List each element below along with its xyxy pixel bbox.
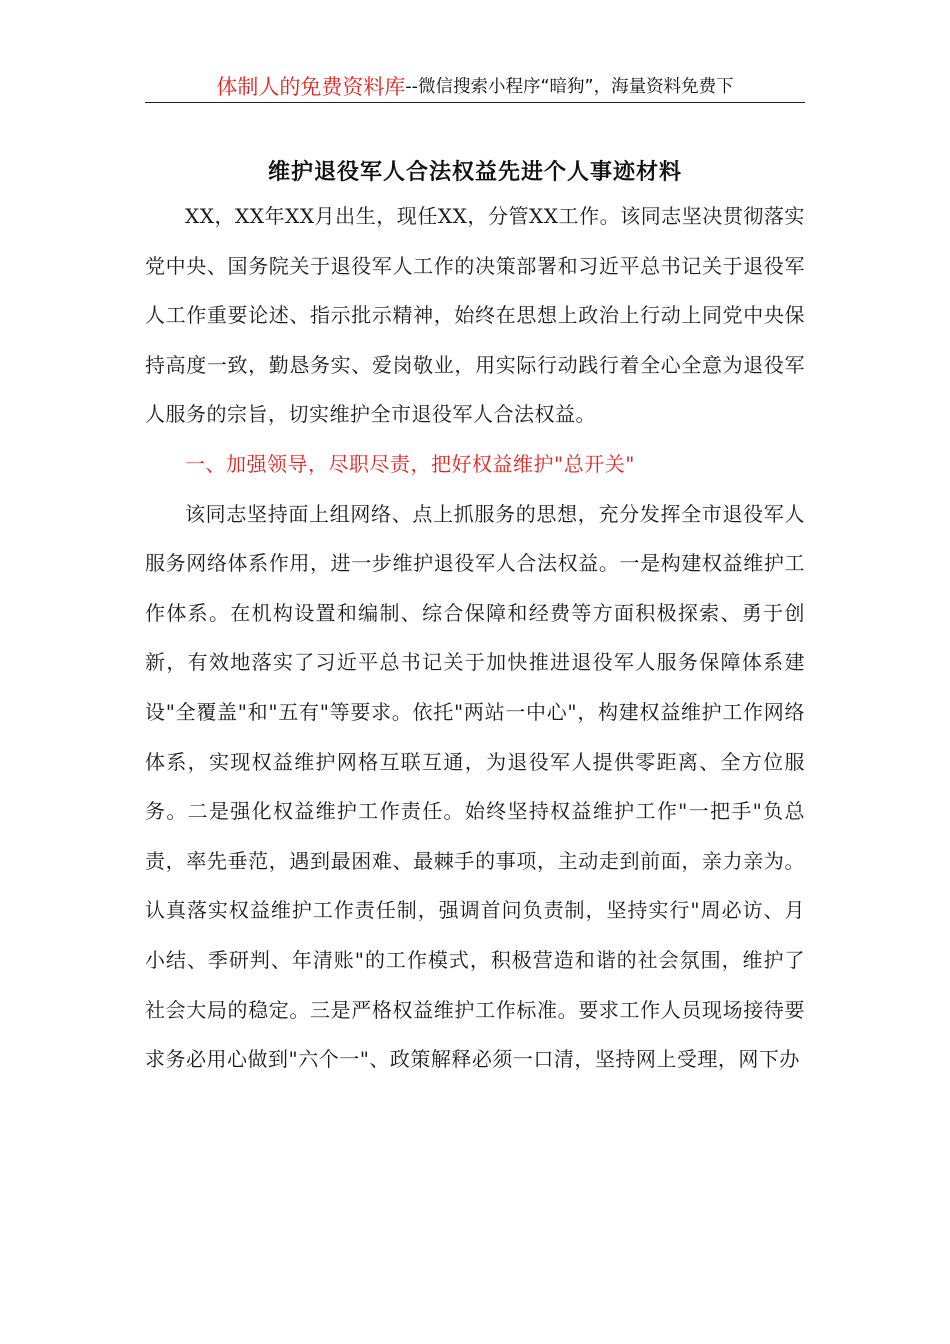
header-tagline: --微信搜索小程序“暗狗”，海量资料免费下: [405, 77, 734, 97]
section-heading-1: 一、加强领导，尽职尽责，把好权益维护"总开关": [185, 451, 635, 476]
document-body: [145, 192, 805, 1085]
page-header-banner: [145, 70, 805, 103]
intro-paragraph: XX，XX年XX月出生，现任XX，分管XX工作。该同志坚决贯彻落实党中央、国务院关于退役军人工作的决策部署和习近平总书记关于退役军人工作重要论述、指示批示精神，始终在思想上政治上行动上同党中央保持高度一致，勤恳务实、爱岗敬业，用实际行动践行着全心全意为退役军人服务的宗旨，切实维护全市退役军人合法权益。: [145, 204, 805, 427]
header-brand: 体制人的免费资料库: [216, 75, 406, 99]
section-paragraph-1: 该同志坚持面上组网络、点上抓服务的思想，充分发挥全市退役军人服务网络体系作用，进一步维护退役军人合法权益。一是构建权益维护工作体系。在机构设置和编制、综合保障和经费等方面积极探索、勇于创新，有效地落实了习近平总书记关于加快推进退役军人服务保障体系建设"全覆盖"和"五有"等要求。依托"两站一中心"，构建权益维护工作网络体系，实现权益维护网格互联互通，为退役军人提供零距离、全方位服务。二是强化权益维护工作责任。始终坚持权益维护工作"一把手"负总责，率先垂范，遇到最困难、最棘手的事项，主动走到前面，亲力亲为。认真落实权益维护工作责任制，强调首问负责制，坚持实行"周必访、月小结、季研判、年清账"的工作模式，积极营造和谐的社会氛围，维护了社会大局的稳定。三是严格权益维护工作标准。要求工作人员现场接待要求务必用心做到"六个一"、政策解释必须一口清，坚持网上受理，网下办: [145, 501, 805, 1072]
document-title: 维护退役军人合法权益先进个人事迹材料: [267, 159, 682, 185]
